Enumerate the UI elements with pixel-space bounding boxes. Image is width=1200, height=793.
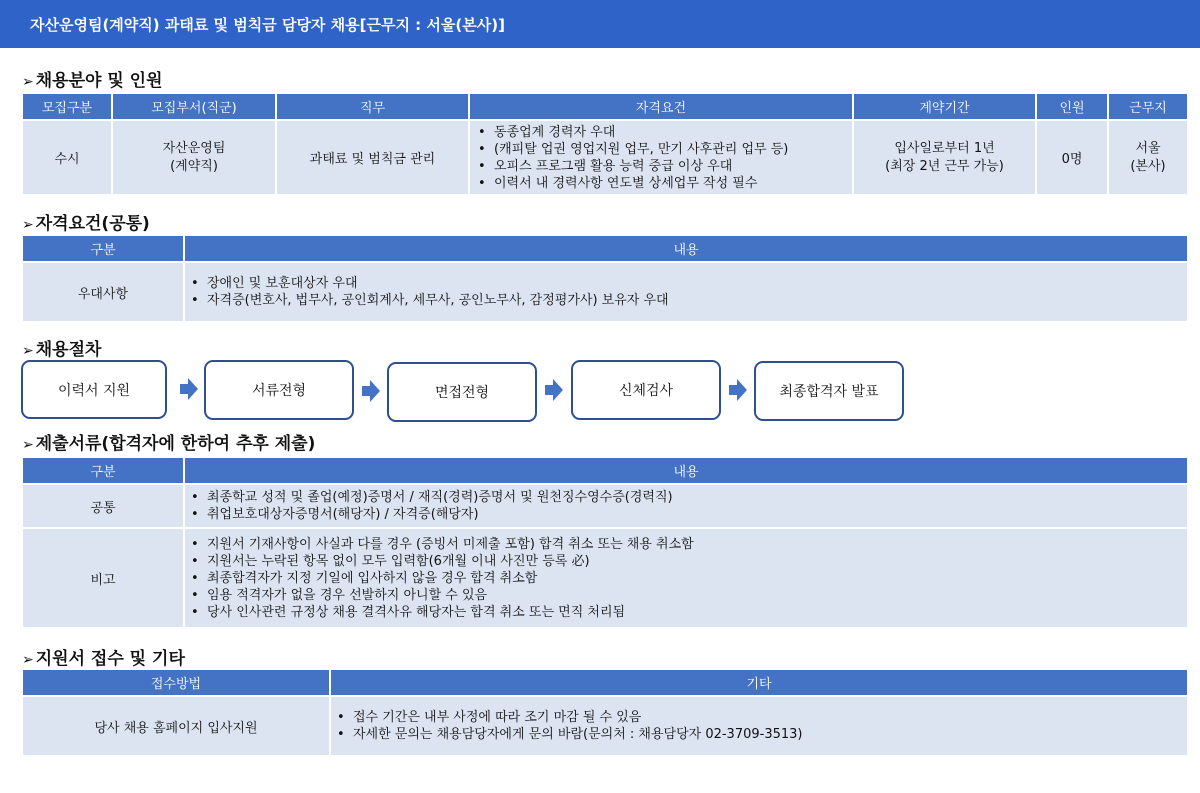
col-header: 모집구분 — [22, 93, 112, 120]
table-row — [22, 696, 1188, 756]
list-item: • 장애인 및 보훈대상자 우대 — [207, 275, 1187, 292]
arrow-bullet-icon: ➢ — [22, 217, 34, 233]
list-item: • 자세한 문의는 채용담당자에게 문의 바람(문의처 : 채용담당자 02-3709-3513) — [353, 726, 1187, 743]
contract-period: 입사일로부터 1년 (최장 2년 근무 가능) — [853, 120, 1036, 195]
table-header-row — [22, 669, 1188, 696]
recruit-requirements — [469, 120, 853, 195]
row-label: 공통 — [22, 484, 184, 528]
list-item: • 지원서 기재사항이 사실과 다를 경우 (증빙서 미제출 포함) 합격 취소 또는 채용 취소함 — [207, 536, 1187, 553]
apply-method: 당사 채용 홈페이지 입사지원 — [22, 696, 330, 756]
col-header: 근무지 — [1108, 93, 1188, 120]
col-header: 자격요건 — [469, 93, 853, 120]
recruit-dept: 자산운영팀 (계약직) — [112, 120, 276, 195]
recruit-field-table — [21, 92, 1189, 196]
list-item: • 자격증(변호사, 법무사, 공인회계사, 세무사, 공인노무사, 감정평가사) 보유자 우대 — [207, 292, 1187, 309]
section-heading-field: ➢ 채용분야 및 인원 — [22, 71, 163, 91]
arrow-bullet-icon: ➢ — [22, 437, 34, 453]
col-header: 모집부서(직군) — [112, 93, 276, 120]
section-heading-apply: ➢ 지원서 접수 및 기타 — [22, 649, 185, 669]
col-header: 구분 — [22, 457, 184, 484]
qualification-table — [21, 234, 1189, 323]
row-label: 비고 — [22, 528, 184, 628]
list-item: • 최종합격자가 지정 기일에 입사하지 않을 경우 합격 취소함 — [207, 570, 1187, 587]
process-step: 최종합격자 발표 — [754, 361, 904, 421]
table-row — [22, 120, 1188, 195]
row-content — [184, 262, 1188, 322]
col-header: 구분 — [22, 235, 184, 262]
row-content — [184, 528, 1188, 628]
documents-table — [21, 456, 1189, 629]
list-item: • 이력서 내 경력사항 연도별 상세업무 작성 필수 — [494, 175, 852, 192]
list-item: • 접수 기간은 내부 사정에 따라 조기 마감 될 수 있음 — [353, 709, 1187, 726]
list-item: • 당사 인사관련 규정상 채용 결격사유 해당자는 합격 취소 또는 면직 처리됨 — [207, 604, 1187, 621]
process-step: 신체검사 — [571, 360, 721, 420]
col-header: 계약기간 — [853, 93, 1036, 120]
list-item: • 지원서는 누락된 항목 없이 모두 입력함(6개월 이내 사진만 등록 必) — [207, 553, 1187, 570]
table-header-row — [22, 457, 1188, 484]
page-header — [0, 0, 1200, 48]
row-content — [184, 484, 1188, 528]
work-location: 서울 (본사) — [1108, 120, 1188, 195]
col-header: 내용 — [184, 457, 1188, 484]
section-heading-qualification: ➢ 자격요건(공통) — [22, 214, 150, 234]
section-heading-process: ➢ 채용절차 — [22, 340, 102, 360]
list-item: • 동종업계 경력자 우대 — [494, 124, 852, 141]
recruit-type: 수시 — [22, 120, 112, 195]
section-heading-documents: ➢ 제출서류(합격자에 한하여 추후 제출) — [22, 434, 316, 454]
arrow-bullet-icon: ➢ — [22, 343, 34, 359]
process-step: 이력서 지원 — [21, 360, 167, 419]
recruit-job: 과태료 및 범칙금 관리 — [276, 120, 469, 195]
row-content — [330, 696, 1188, 756]
row-label: 우대사항 — [22, 262, 184, 322]
process-step: 면접전형 — [387, 362, 537, 422]
table-row — [22, 484, 1188, 528]
list-item: • 최종학교 성적 및 졸업(예정)증명서 / 재직(경력)증명서 및 원천징수영수증(경력직) — [207, 489, 1187, 506]
table-row — [22, 528, 1188, 628]
col-header: 기타 — [330, 669, 1188, 696]
col-header: 내용 — [184, 235, 1188, 262]
list-item: • 오피스 프로그램 활용 능력 중급 이상 우대 — [494, 158, 852, 175]
head-count: 0명 — [1036, 120, 1108, 195]
apply-table — [21, 668, 1189, 757]
table-header-row — [22, 93, 1188, 120]
arrow-bullet-icon: ➢ — [22, 74, 34, 90]
page-title: 자산운영팀(계약직) 과태료 및 범칙금 담당자 채용[근무지 : 서울(본사)] — [30, 16, 505, 34]
list-item: • 취업보호대상자증명서(해당자) / 자격증(해당자) — [207, 506, 1187, 523]
list-item: • 임용 적격자가 없을 경우 선발하지 아니할 수 있음 — [207, 587, 1187, 604]
table-header-row — [22, 235, 1188, 262]
col-header: 인원 — [1036, 93, 1108, 120]
arrow-bullet-icon: ➢ — [22, 652, 34, 668]
table-row — [22, 262, 1188, 322]
col-header: 접수방법 — [22, 669, 330, 696]
list-item: • (캐피탈 업권 영업지원 업무, 만기 사후관리 업무 등) — [494, 141, 852, 158]
process-step: 서류전형 — [204, 360, 354, 420]
col-header: 직무 — [276, 93, 469, 120]
